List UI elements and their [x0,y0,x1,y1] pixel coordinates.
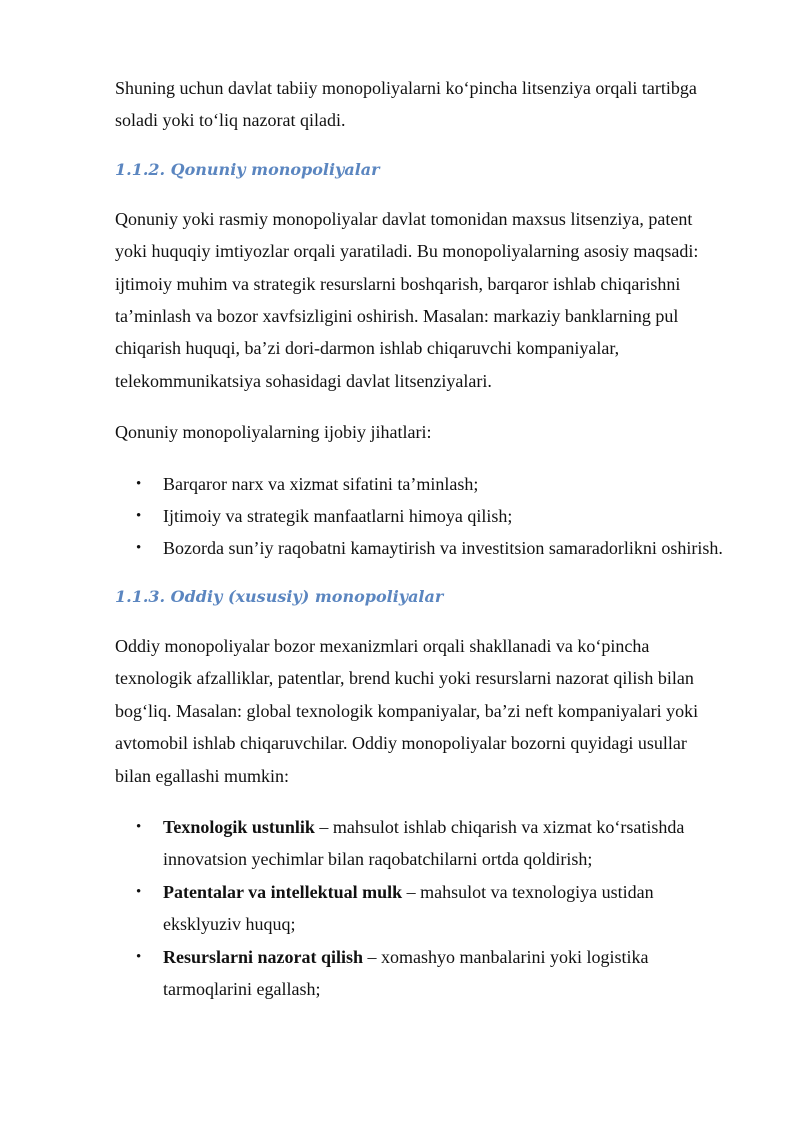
paragraph-natural-monopoly-regulation: Shuning uchun davlat tabiiy monopoliyalarni ko‘pincha litsenziya orqali tartibga soladi yoki to‘liq nazorat qiladi. [115,78,697,131]
list-item: • Bozorda sun’iy raqobatni kamaytirish va investitsion samaradorlikni oshirish. [115,532,725,564]
paragraph-positive-aspects-intro: Qonuniy monopoliyalarning ijobiy jihatlari: [115,422,432,443]
list-item: • Barqaror narx va xizmat sifatini ta’minlash; [115,468,725,500]
document-page [115,72,725,1005]
list-item: • Ijtimoiy va strategik manfaatlarni himoya qilish; [115,500,725,532]
paragraph-private-monopolies: Oddiy monopoliyalar bozor mexanizmlari orqali shakllanadi va ko‘pincha texnologik afzalliklar, patentlar, brend kuchi yoki resurslarni nazorat qilish bilan bog‘liq. Masalan: global texnologik kompaniyalar, ba’zi neft kompaniyalari yoki avtomobil ishlab chiqaruvchilar. Oddiy monopoliyalar bozorni quyidagi usullar bilan egallashi mumkin: [115,635,699,786]
market-capture-methods-list [115,811,725,1005]
section-heading-private-monopolies: 1.1.3. Oddiy (xususiy) monopoliyalar [115,586,444,606]
term-patents-ip: Patentalar va intellektual mulk [163,881,403,902]
term-technological-advantage: Texnologik ustunlik [163,816,315,837]
list-item: • Patentalar va intellektual mulk – mahsulot va texnologiya ustidan eksklyuziv huquq; [115,876,725,941]
list-item: • Resurslarni nazorat qilish – xomashyo manbalarini yoki logistika tarmoqlarini egallash; [115,941,725,1006]
term-resource-control: Resurslarni nazorat qilish [163,946,364,967]
bullet-icon: • [136,540,142,557]
paragraph-legal-monopolies: Qonuniy yoki rasmiy monopoliyalar davlat tomonidan maxsus litsenziya, patent yoki huquqiy imtiyozlar orqali yaratiladi. Bu monopoliyalarning asosiy maqsadi: ijtimoiy muhim va strategik resurslarni boshqarish, barqaror ishlab chiqarishni ta’minlash va bozor xavfsizligini oshirish. Masalan: markaziy banklarning pul chiqarish huquqi, ba’zi dori-darmon ishlab chiqaruvchi kompaniyalar, telekommunikatsiya sohasidagi davlat litsenziyalari. [115,208,699,391]
list-item: • Texnologik ustunlik – mahsulot ishlab chiqarish va xizmat ko‘rsatishda innovatsion yechimlar bilan raqobatchilarni ortda qoldirish; [115,811,725,876]
section-heading-legal-monopolies: 1.1.2. Qonuniy monopoliyalar [115,159,380,179]
bullet-icon: • [136,818,142,835]
bullet-icon: • [136,883,142,900]
positive-aspects-list [115,468,725,565]
bullet-icon: • [136,948,142,965]
bullet-icon: • [136,508,142,525]
bullet-icon: • [136,475,142,492]
